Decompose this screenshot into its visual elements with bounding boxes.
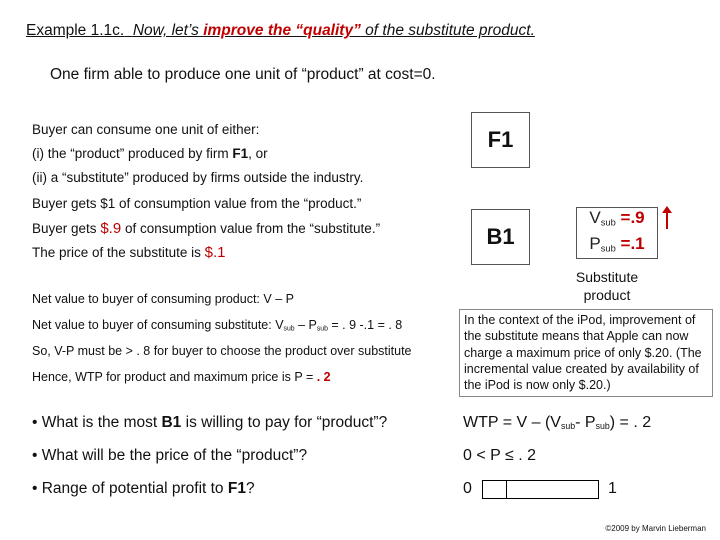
answer-3-low: 0	[463, 480, 472, 497]
buyer-line-3: (ii) a “substitute” produced by firms outside the industry.	[32, 170, 364, 185]
title-now: Now, let’s	[132, 22, 199, 39]
buyer-line-6-value: $.1	[204, 244, 226, 261]
net-line-3: So, V-P must be > . 8 for buyer to choose the product over substitute	[32, 344, 412, 358]
question-1-rest: is willing to pay for “product”?	[185, 414, 388, 431]
buyer-line-5-text: Buyer gets	[32, 221, 97, 236]
up-arrow-icon	[661, 206, 673, 230]
buyer-line-1: Buyer can consume one unit of either:	[32, 122, 260, 137]
v-value: =.9	[620, 207, 645, 227]
slide-title	[26, 22, 535, 40]
buyer-line-4: Buyer gets $1 of consumption value from the “product.”	[32, 196, 362, 211]
question-1	[32, 414, 387, 432]
title-improve: improve the “quality”	[203, 22, 361, 39]
answer-1-sub1: sub	[560, 421, 576, 432]
question-3	[32, 480, 255, 498]
f1-box: F1	[471, 112, 530, 168]
question-3-rest: ?	[245, 480, 255, 497]
net-line-2-sub2: sub	[316, 325, 328, 333]
answer-3-high: 1	[608, 480, 617, 497]
question-2: • What will be the price of the “product”?	[32, 447, 308, 464]
net-line-4-value: . 2	[316, 370, 331, 384]
buyer-line-2	[32, 146, 268, 161]
buyer-line-2-text: (i) the “product” produced by firm	[32, 146, 229, 161]
p-value: =.1	[620, 234, 645, 253]
buyer-line-2-end: , or	[248, 146, 268, 161]
buyer-line-5-rest: of consumption value from the “substitute.”	[124, 221, 381, 236]
answer-1-a: WTP = V – (V	[463, 414, 561, 431]
intro-text: One firm able to produce one unit of “product” at cost=0.	[50, 66, 436, 83]
v-sub: sub	[600, 217, 616, 227]
question-3-firm: F1	[227, 480, 246, 497]
b1-box: B1	[471, 209, 530, 265]
buyer-line-5-value: $.9	[100, 220, 122, 237]
buyer-line-2-firm: F1	[232, 146, 249, 161]
answer-2: 0 < P ≤ . 2	[463, 447, 536, 464]
v-sub-row	[589, 207, 644, 233]
question-1-firm: B1	[161, 414, 182, 431]
profit-range-fill	[483, 481, 507, 498]
answer-1	[463, 414, 651, 432]
answer-1-e: ) = . 2	[609, 414, 652, 431]
net-line-2-e: = . 9 -.1 = . 8	[327, 318, 403, 332]
p-sub: sub	[600, 243, 616, 254]
title-example: Example 1.1c.	[26, 22, 125, 39]
buyer-line-6	[32, 244, 225, 261]
question-3-text: • Range of potential profit to	[32, 480, 224, 497]
net-line-2-sub1: sub	[283, 325, 295, 333]
net-line-1: Net value to buyer of consuming product: V – P	[32, 292, 294, 306]
profit-range-bar	[482, 480, 599, 499]
buyer-line-6-text: The price of the substitute is	[32, 245, 201, 260]
net-line-2	[32, 318, 402, 333]
question-1-text: • What is the most	[32, 414, 158, 431]
net-line-2-a: Net value to buyer of consuming substitute: V	[32, 318, 284, 332]
v-label: V	[589, 207, 601, 227]
net-line-4-a: Hence, WTP for product and maximum price is P =	[32, 370, 314, 384]
ipod-note-box: In the context of the iPod, improvement of the substitute means that Apple can now charge a maximum price of only $.20. (The incremental value created by availability of the iPod is now only $.20.)	[459, 309, 713, 397]
substitute-values-box	[576, 207, 658, 259]
buyer-line-5	[32, 220, 380, 237]
net-line-4	[32, 370, 331, 384]
title-rest: of the substitute product.	[365, 22, 535, 39]
answer-1-sub2: sub	[595, 421, 610, 432]
p-sub-row	[589, 233, 644, 259]
answer-1-c: - P	[575, 414, 596, 431]
copyright-footer: ©2009 by Marvin Lieberman	[605, 524, 706, 533]
net-line-2-c: – P	[294, 318, 317, 332]
p-label: P	[589, 234, 601, 253]
substitute-label: Substitute product	[575, 269, 639, 303]
